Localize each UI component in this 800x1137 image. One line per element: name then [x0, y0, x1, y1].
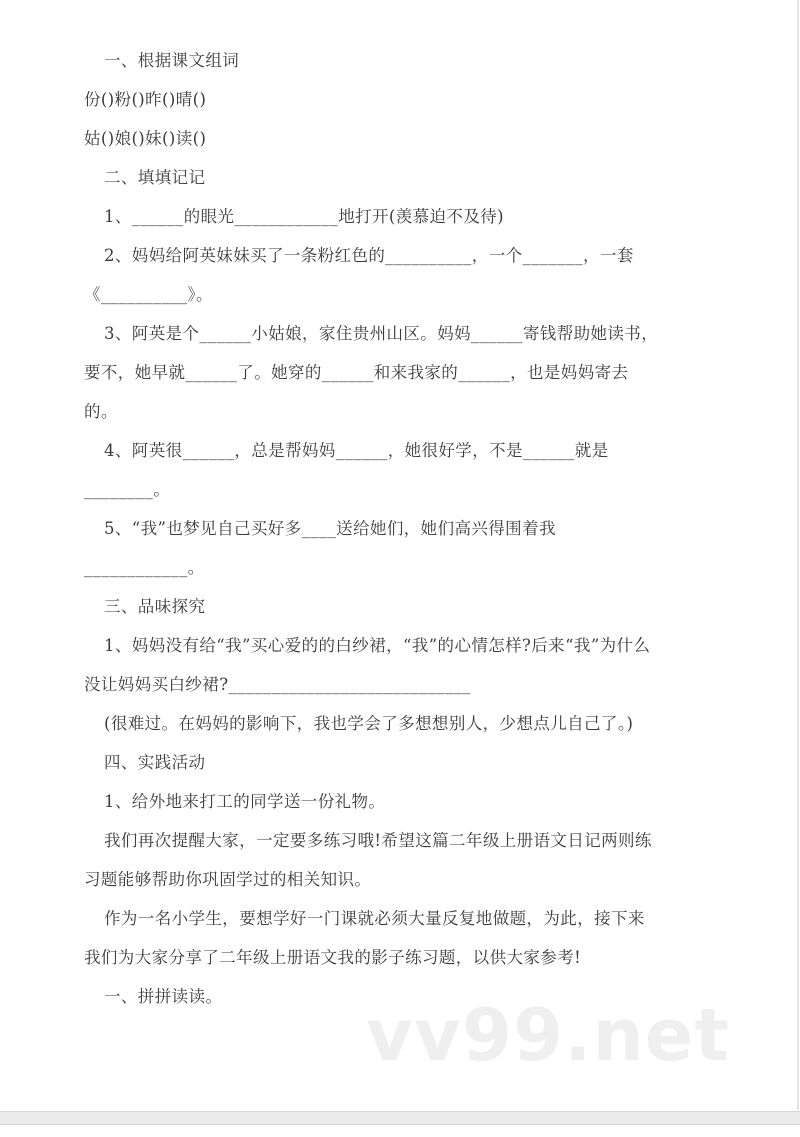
text-line: 1、给外地来打工的同学送一份礼物。	[104, 792, 386, 811]
text-line: (很难过。在妈妈的影响下，我也学会了多想想别人，少想点儿自己了。)	[104, 714, 634, 733]
page-separator	[0, 1111, 800, 1125]
text-line: 习题能够帮助你巩固学过的相关知识。	[84, 870, 372, 889]
text-line: 作为一名小学生，要想学好一门课就必须大量反复地做题，为此，接下来	[104, 909, 645, 928]
text-line: 四、实践活动	[104, 753, 206, 772]
text-line: ____________。	[84, 558, 205, 577]
text-line: 一、拼拼读读。	[104, 987, 223, 1006]
text-line: 三、品味探究	[104, 597, 206, 616]
text-line: 份()粉()昨()晴()	[84, 90, 207, 109]
text-line: 的。	[84, 402, 118, 421]
text-line: 我们再次提醒大家，一定要多练习哦!希望这篇二年级上册语文日记两则练	[104, 831, 652, 850]
text-line: 要不，她早就______了。她穿的______和来我家的______，也是妈妈寄去	[84, 363, 629, 382]
text-line: 5、“我”也梦见自己买好多____送给她们，她们高兴得围着我	[104, 519, 556, 538]
text-line: 一、根据课文组词	[104, 51, 240, 70]
watermark: vv99.net	[366, 993, 730, 1077]
text-line: 3、阿英是个______小姑娘，家住贵州山区。妈妈______寄钱帮助她读书，	[104, 324, 659, 343]
text-line: 二、填填记记	[104, 168, 206, 187]
text-line: 1、______的眼光____________地打开(羡慕迫不及待)	[104, 207, 504, 226]
next-page-edge	[0, 1125, 800, 1137]
text-line: 我们为大家分享了二年级上册语文我的影子练习题，以供大家参考!	[84, 948, 582, 967]
text-line: 《__________》。	[84, 285, 213, 304]
text-line: ________。	[84, 480, 171, 499]
text-line: 4、阿英很______，总是帮妈妈______，她很好学，不是______就是	[104, 441, 609, 460]
text-line: 2、妈妈给阿英妹妹买了一条粉红色的__________，一个_______，一套	[104, 246, 634, 265]
text-line: 1、妈妈没有给“我”买心爱的的白纱裙，“我”的心情怎样?后来“我”为什么	[104, 636, 651, 655]
text-line: 姑()娘()妹()读()	[84, 129, 207, 148]
text-line: 没让妈妈买白纱裙?____________________________	[84, 675, 471, 694]
